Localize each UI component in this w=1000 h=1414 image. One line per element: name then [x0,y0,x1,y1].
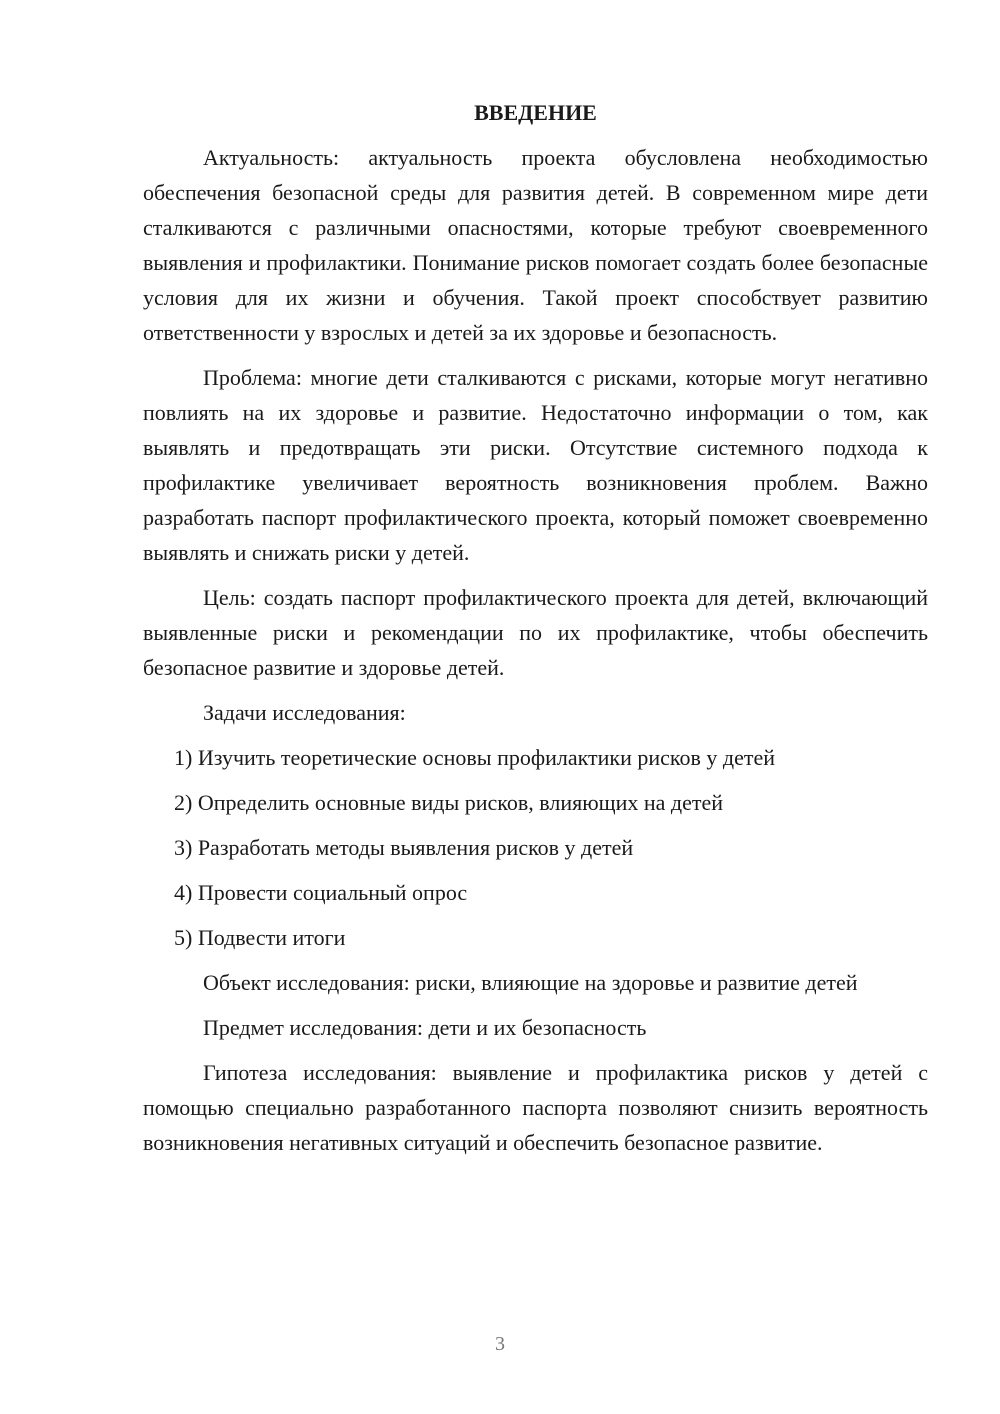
problem-paragraph: Проблема: многие дети сталкиваются с рисками, которые могут негативно повлиять на их здоровье и развитие. Недостаточно информации о том, как выявлять и предотвращать эти риски. Отсутствие системного подхода к профилактике увеличивает вероятность возникновения проблем. Важно разработать паспорт профилактического проекта, который поможет своевременно выявлять и снижать риски у детей. [143,365,928,565]
list-item: 1) Изучить теоретические основы профилактики рисков у детей [174,745,775,770]
relevance-paragraph: Актуальность: актуальность проекта обусловлена необходимостью обеспечения безопасной среды для развития детей. В современном мире дети сталкиваются с различными опасностями, которые требуют своевременного выявления и профилактики. Понимание рисков помогает создать более безопасные условия для их жизни и обучения. Такой проект способствует развитию ответственности у взрослых и детей за их здоровье и безопасность. [143,145,928,345]
list-item: 4) Провести социальный опрос [174,880,468,905]
subject-paragraph: Предмет исследования: дети и их безопасность [203,1015,647,1040]
tasks-list [143,740,928,955]
page-number: 3 [495,1333,505,1355]
list-item: 2) Определить основные виды рисков, влияющих на детей [174,790,724,815]
section-title: ВВЕДЕНИЕ [474,100,597,125]
list-item: 5) Подвести итоги [174,925,346,950]
list-item: 3) Разработать методы выявления рисков у детей [174,835,634,860]
object-paragraph: Объект исследования: риски, влияющие на здоровье и развитие детей [203,970,858,995]
page-content [143,95,928,1170]
tasks-heading: Задачи исследования: [203,700,406,725]
hypothesis-paragraph: Гипотеза исследования: выявление и профилактика рисков у детей с помощью специально разработанного паспорта позволяют снизить вероятность возникновения негативных ситуаций и обеспечить безопасное развитие. [143,1060,928,1155]
goal-paragraph: Цель: создать паспорт профилактического проекта для детей, включающий выявленные риски и рекомендации по их профилактике, чтобы обеспечить безопасное развитие и здоровье детей. [143,585,928,680]
